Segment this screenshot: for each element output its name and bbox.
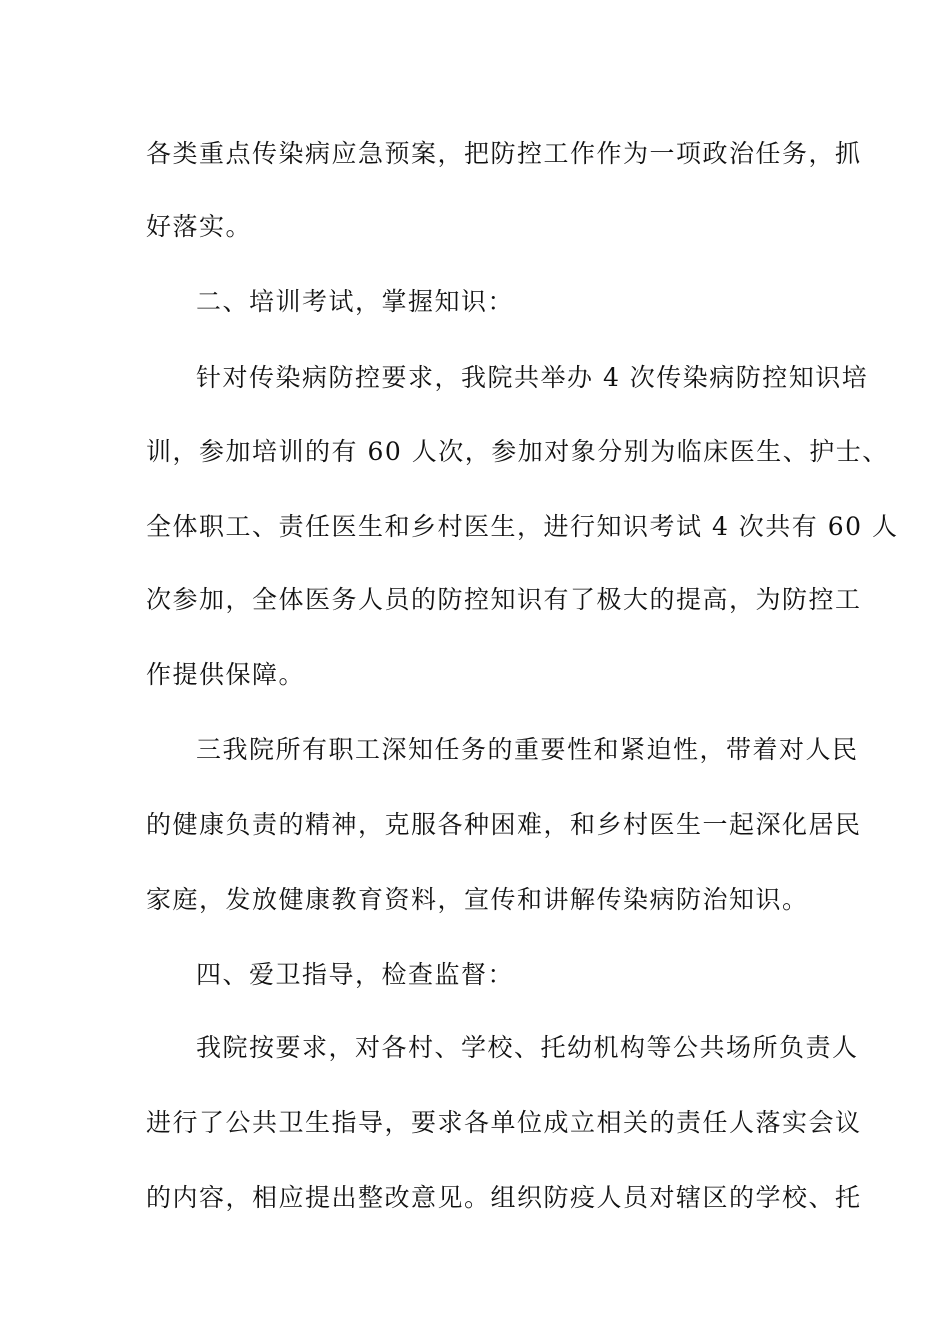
text-line: 作提供保障。 — [146, 660, 306, 689]
text-line: 三我院所有职工深知任务的重要性和紧迫性，带着对人民 — [196, 735, 859, 764]
text-line: 好落实。 — [146, 212, 253, 241]
text-line: 针对传染病防控要求，我院共举办 4 次传染病防控知识培 — [196, 363, 869, 392]
text-line: 进行了公共卫生指导，要求各单位成立相关的责任人落实会议 — [146, 1108, 862, 1137]
text-line: 训，参加培训的有 60 人次，参加对象分别为临床医生、护士、 — [146, 437, 889, 466]
section-heading: 四、爱卫指导，检查监督： — [196, 960, 515, 989]
text-line: 全体职工、责任医生和乡村医生，进行知识考试 4 次共有 60 人 — [146, 512, 899, 541]
text-line: 家庭，发放健康教育资料，宣传和讲解传染病防治知识。 — [146, 885, 809, 914]
section-heading: 二、培训考试，掌握知识： — [196, 287, 515, 316]
text-line: 的健康负责的精神，克服各种困难，和乡村医生一起深化居民 — [146, 810, 862, 839]
text-line: 的内容，相应提出整改意见。组织防疫人员对辖区的学校、托 — [146, 1183, 862, 1212]
text-line: 各类重点传染病应急预案，把防控工作作为一项政治任务，抓 — [146, 139, 862, 168]
text-line: 次参加，全体医务人员的防控知识有了极大的提高，为防控工 — [146, 585, 862, 614]
text-line: 我院按要求，对各村、学校、托幼机构等公共场所负责人 — [196, 1033, 859, 1062]
